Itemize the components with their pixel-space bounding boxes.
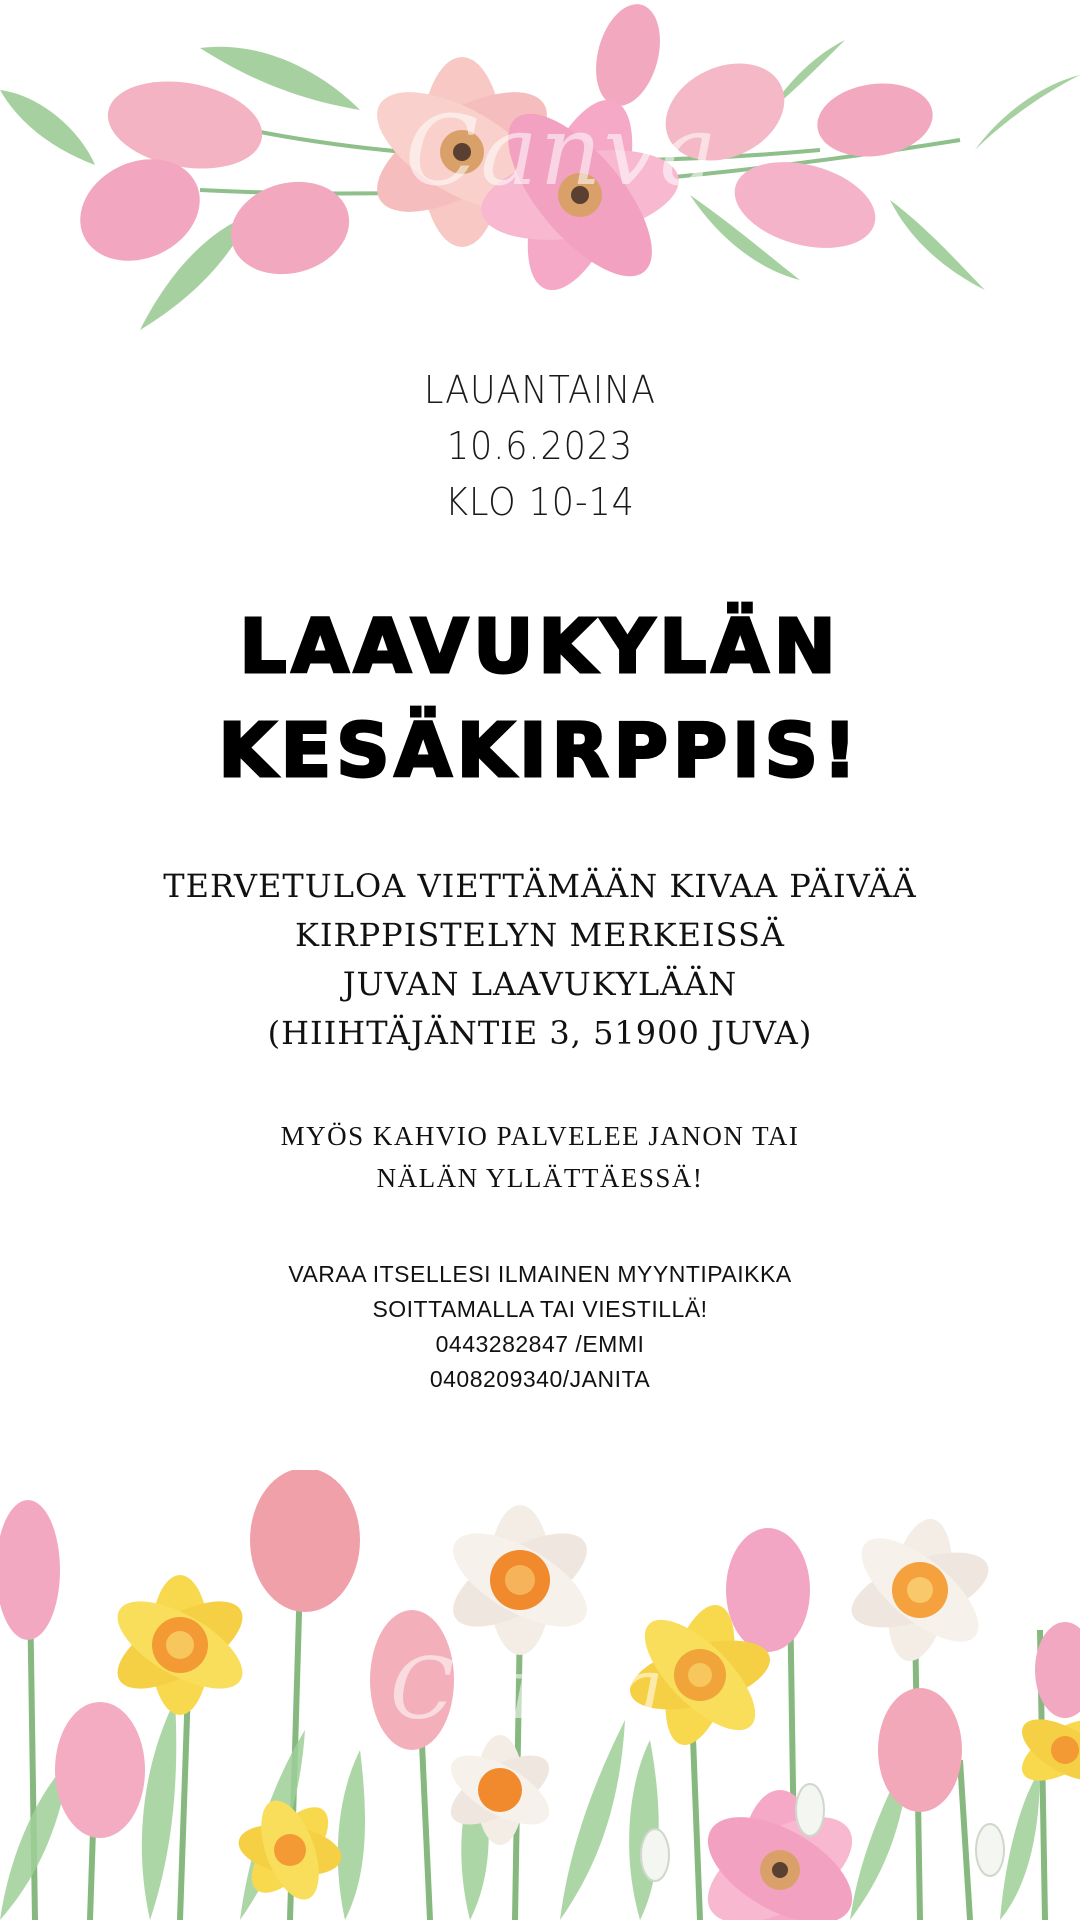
phone-emmi: 0443282847 /EMMI xyxy=(435,1331,645,1357)
cafe-text xyxy=(0,1115,1080,1199)
welcome-text xyxy=(0,862,1080,1058)
address-line: (HIIHTÄJÄNTIE 3, 51900 JUVA) xyxy=(267,1014,813,1052)
event-date-block xyxy=(0,362,1080,530)
phone-janita: 0408209340/JANITA xyxy=(429,1366,651,1392)
reserve-line-1: VARAA ITSELLESI ILMAINEN MYYNTIPAIKKA xyxy=(288,1261,792,1287)
cafe-line-1: MYÖS KAHVIO PALVELEE JANON TAI xyxy=(280,1121,800,1151)
event-date: 10.6.2023 xyxy=(446,424,634,468)
reserve-line-2: SOITTAMALLA TAI VIESTILLÄ! xyxy=(372,1296,708,1322)
welcome-line-2: KIRPPISTELYN MERKEISSÄ xyxy=(295,916,785,954)
welcome-line-3: JUVAN LAAVUKYLÄÄN xyxy=(342,965,738,1003)
reservation-info xyxy=(0,1257,1080,1397)
watermark: Canva xyxy=(405,95,719,207)
poster-title xyxy=(0,595,1080,803)
welcome-line-1: TERVETULOA VIETTÄMÄÄN KIVAA PÄIVÄÄ xyxy=(163,867,917,905)
watermark: Canva xyxy=(390,1640,666,1738)
cafe-line-2: NÄLÄN YLLÄTTÄESSÄ! xyxy=(376,1163,704,1193)
event-time: KLO 10-14 xyxy=(445,480,635,524)
title-line-1: LAAVUKYLÄN xyxy=(239,604,841,690)
event-day: LAUANTAINA xyxy=(423,368,656,412)
title-line-2: KESÄKIRPPIS! xyxy=(218,708,862,794)
